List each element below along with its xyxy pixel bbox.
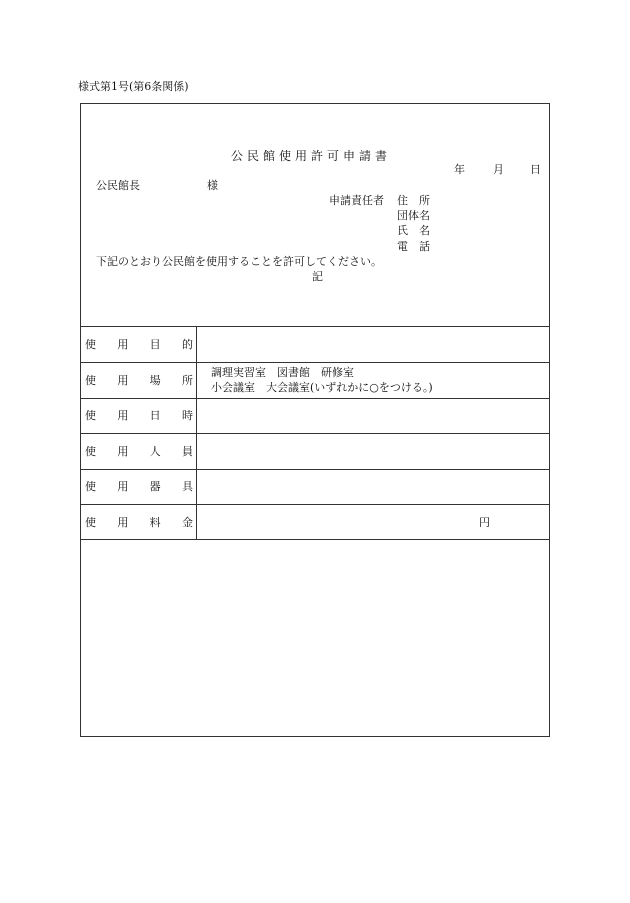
row-label-char: 金 [181, 516, 193, 529]
form-title: 公民館使用許可申請書 [231, 149, 392, 163]
row-label-char: 使 [85, 409, 96, 422]
addressee-honorific: 様 [207, 179, 218, 192]
row-label-char: 用 [117, 338, 129, 351]
row-label-char: 日 [149, 409, 161, 422]
row-label-char: 目 [149, 338, 161, 351]
applicant-phone-label: 電 話 [397, 240, 430, 253]
row-label-text [85, 517, 193, 528]
row-label-char: 使 [85, 374, 96, 387]
row-label-text [85, 446, 193, 457]
row-divider [81, 398, 549, 399]
addressee-name: 公民館長 [96, 179, 140, 192]
row-label-char: 時 [181, 409, 193, 422]
row-label-char: 使 [85, 338, 96, 351]
row-label-attendees [85, 446, 193, 457]
request-text: 下記のとおり公民館を使用することを許可してください。 [96, 255, 382, 268]
row-label-char: 的 [181, 338, 193, 351]
row-label-char: 人 [149, 445, 161, 458]
application-form [80, 103, 550, 737]
row-label-char: 使 [85, 480, 96, 493]
row-label-char: 器 [149, 480, 161, 493]
place-options-line1: 調理実習室 図書館 研修室 [211, 366, 354, 379]
row-label-char: 員 [181, 445, 193, 458]
fee-unit-yen: 円 [479, 516, 490, 529]
applicant-heading: 申請責任者 [329, 194, 384, 207]
row-label-char: 使 [85, 516, 96, 529]
table-top-divider [81, 326, 549, 327]
applicant-address-label: 住 所 [397, 194, 430, 207]
row-label-char: 用 [117, 480, 129, 493]
row-divider [81, 504, 549, 505]
row-label-equipment [85, 481, 193, 492]
row-label-char: 料 [149, 516, 161, 529]
date-year-label: 年 [454, 163, 465, 176]
row-label-char: 所 [181, 374, 193, 387]
row-label-text [85, 481, 193, 492]
row-label-purpose [85, 339, 193, 350]
row-label-fee [85, 517, 193, 528]
row-label-text [85, 375, 193, 386]
table-bottom-divider [81, 539, 549, 540]
row-label-char: 用 [117, 409, 129, 422]
row-label-char: 使 [85, 445, 96, 458]
label-column-divider [196, 326, 197, 539]
row-divider [81, 433, 549, 434]
place-options-line2: 小会議室 大会議室(いずれかに○をつける。) [211, 381, 433, 394]
row-label-place [85, 375, 193, 386]
form-number-label: 様式第1号(第6条関係) [78, 80, 189, 93]
row-label-char: 用 [117, 445, 129, 458]
row-label-datetime [85, 410, 193, 421]
row-label-char: 用 [117, 374, 129, 387]
row-label-char: 場 [149, 374, 161, 387]
row-divider [81, 362, 549, 363]
row-label-text [85, 339, 193, 350]
row-label-char: 用 [117, 516, 129, 529]
applicant-group-label: 団体名 [397, 209, 430, 222]
ki-label: 記 [312, 270, 323, 283]
row-label-char: 具 [181, 480, 193, 493]
row-label-text [85, 410, 193, 421]
date-month-label: 月 [493, 163, 504, 176]
applicant-name-label: 氏 名 [397, 224, 430, 237]
row-divider [81, 469, 549, 470]
date-day-label: 日 [530, 163, 541, 176]
